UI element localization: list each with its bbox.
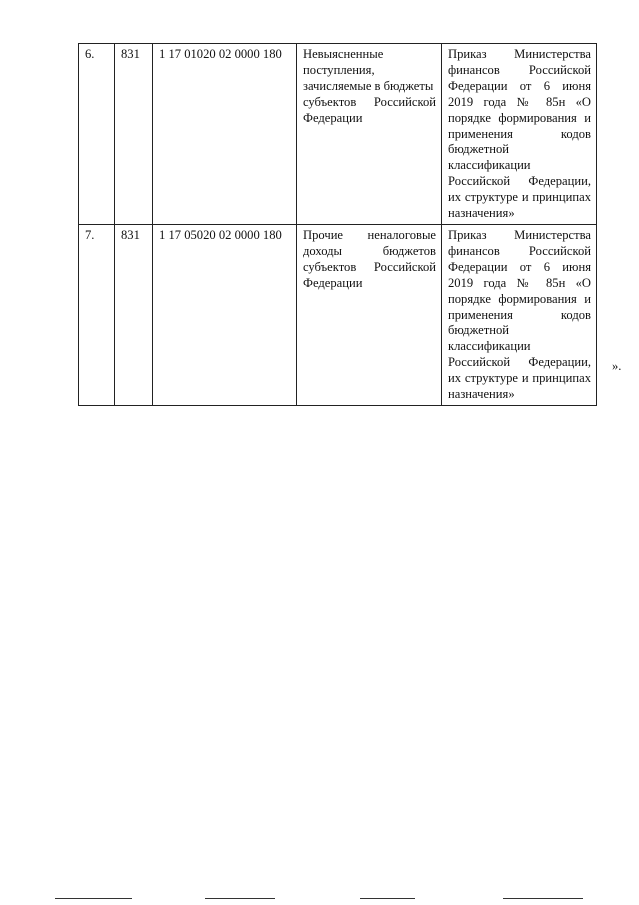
legal-basis-line: Российской Федерации, (448, 355, 591, 370)
admin-code-cell: 831 (115, 44, 153, 225)
legal-basis-line: бюджетной (448, 323, 509, 338)
legal-basis-line: Приказ Министерства (448, 47, 591, 61)
legal-basis-line: их структуре и принципах (448, 190, 591, 205)
kbk-code-cell: 1 17 01020 02 0000 180 (153, 44, 297, 225)
row-number-cell: 6. (79, 44, 115, 225)
footer-rule (55, 898, 132, 899)
kbk-code-cell: 1 17 05020 02 0000 180 (153, 224, 297, 405)
footer-rule (205, 898, 275, 899)
revenue-name-line: субъектов Российской (303, 94, 436, 109)
legal-basis-line: бюджетной (448, 142, 509, 157)
legal-basis-line: применения кодов (448, 307, 591, 322)
legal-basis-line: Приказ Министерства (448, 227, 591, 242)
legal-basis-line: классификации (448, 158, 531, 173)
revenue-name-line: доходы бюджетов (303, 243, 436, 258)
revenue-name-line: Невыясненные (303, 47, 384, 61)
legal-basis-line: 2019 года № 85н «О (448, 94, 591, 109)
legal-basis-line: 2019 года № 85н «О (448, 275, 591, 290)
legal-basis-line: финансов Российской (448, 243, 591, 258)
legal-basis-cell (442, 224, 597, 405)
table-row (79, 224, 597, 405)
legal-basis-line: применения кодов (448, 126, 591, 141)
revenue-name-cell (297, 44, 442, 225)
row-number-cell: 7. (79, 224, 115, 405)
table-row (79, 44, 597, 225)
legal-basis-line: их структуре и принципах (448, 371, 591, 386)
legal-basis-line: назначения» (448, 387, 515, 402)
legal-basis-line: Российской Федерации, (448, 174, 591, 189)
legal-basis-line: порядке формирования и (448, 291, 591, 306)
footer-rule (360, 898, 415, 899)
legal-basis-line: назначения» (448, 206, 515, 221)
legal-basis-line: Федерации от 6 июня (448, 78, 591, 93)
revenue-name-line: Прочие неналоговые (303, 227, 436, 242)
closing-quote-mark: ». (612, 359, 622, 373)
legal-basis-line: финансов Российской (448, 62, 591, 77)
admin-code-cell: 831 (115, 224, 153, 405)
legal-basis-line: Федерации от 6 июня (448, 259, 591, 274)
revenue-name-line: поступления, (303, 62, 375, 77)
revenue-name-line: субъектов Российской (303, 259, 436, 274)
revenue-name-line: Федерации (303, 275, 363, 290)
footer-rule (503, 898, 583, 899)
legal-basis-line: порядке формирования и (448, 110, 591, 125)
revenue-name-line: Федерации (303, 110, 363, 125)
legal-basis-cell (442, 44, 597, 225)
revenue-codes-table (78, 43, 597, 406)
revenue-name-line: зачисляемые в бюджеты (303, 78, 434, 93)
legal-basis-line: классификации (448, 339, 531, 354)
revenue-name-cell (297, 224, 442, 405)
